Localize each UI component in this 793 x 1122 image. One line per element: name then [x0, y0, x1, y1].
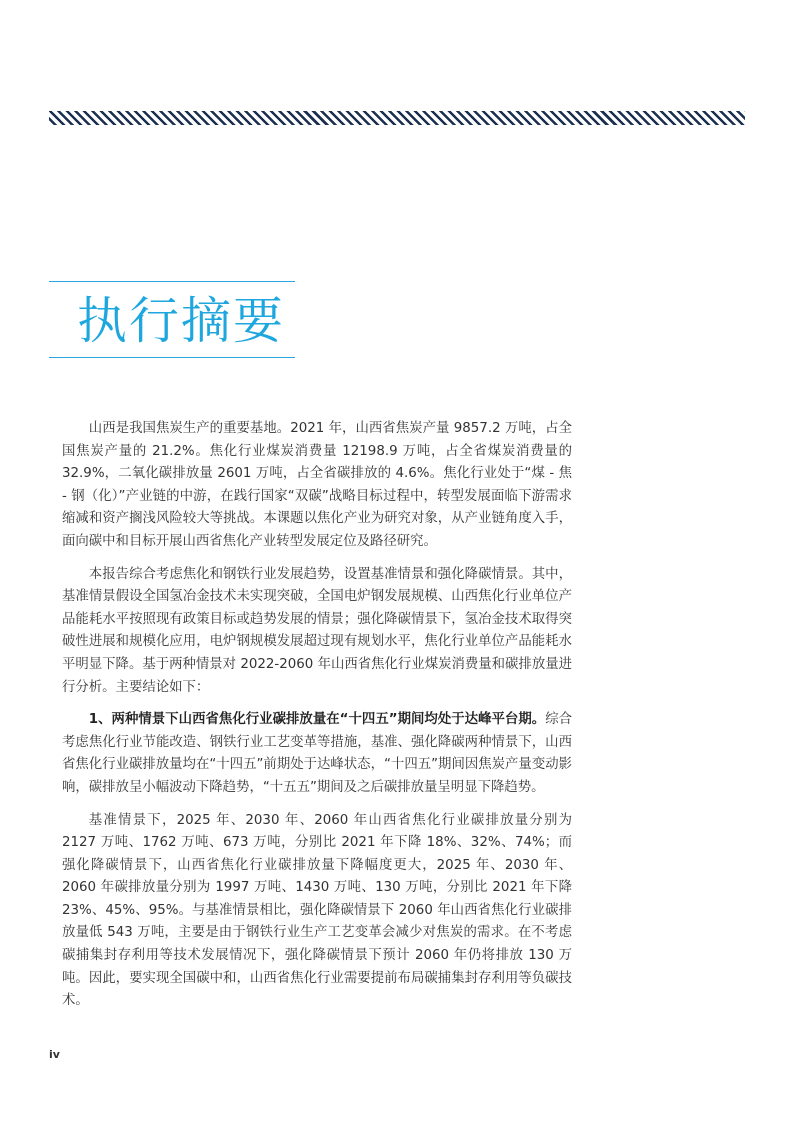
- finding-1-heading: 1、两种情景下山西省焦化行业碳排放量在“十四五”期间均处于达峰平台期。: [88, 712, 546, 728]
- body-text: [62, 418, 572, 1023]
- title-rule-bottom: [49, 357, 295, 358]
- page-number: iv: [49, 1048, 60, 1061]
- page-title: 执行摘要: [77, 292, 285, 350]
- paragraph-emissions: 基准情景下，2025 年、2030 年、2060 年山西省焦化行业碳排放量分别为 2127 万吨、1762 万吨、673 万吨，分别比 2021 年下降 18%、32%、74%；而强化降碳情景下，山西省焦化行业碳排放量下降幅度更大，2025 年、2030 年、2060 年碳排放量分别为 1997 万吨、1430 万吨、130 万吨，分别比 2021 年下降 23%、45%、95%。与基准情景相比，强化降碳情景下 2060 年山西省焦化行业碳排放量低 543 万吨，主要是由于钢铁行业生产工艺变革会减少对焦炭的需求。在不考虑碳捕集封存利用等技术发展情况下，强化降碳情景下预计 2060 年仍将排放 130 万吨。因此，要实现全国碳中和，山西省焦化行业需要提前布局碳捕集封存利用等负碳技术。: [62, 812, 572, 1009]
- finding-1-text: 综合考虑焦化行业节能改造、钢铁行业工艺变革等措施，基准、强化降碳两种情景下，山西省焦化行业碳排放量均在“十四五”前期处于达峰状态，“十四五”期间因焦炭产量变动影响，碳排放呈小幅波动下降趋势，“十五五”期间及之后碳排放量呈明显下降趋势。: [62, 712, 572, 795]
- paragraph-finding-1: [62, 709, 572, 799]
- decorative-hatch-band: [49, 111, 745, 125]
- paragraph-intro: 山西是我国焦炭生产的重要基地。2021 年，山西省焦炭产量 9857.2 万吨，占全国焦炭产量的 21.2%。焦化行业煤炭消费量 12198.9 万吨，占全省煤炭消费量的 32.9%，二氧化碳排放量 2601 万吨，占全省碳排放的 4.6%。焦化行业处于“煤 - 焦 - 钢（化）”产业链的中游，在践行国家“双碳”战略目标过程中，转型发展面临下游需求缩减和资产搁浅风险较大等挑战。本课题以焦化产业为研究对象，从产业链角度入手，面向碳中和目标开展山西省焦化产业转型发展定位及路径研究。: [62, 421, 572, 549]
- paragraph-scenarios: 本报告综合考虑焦化和钢铁行业发展趋势，设置基准情景和强化降碳情景。其中，基准情景假设全国氢冶金技术未实现突破，全国电炉钢发展规模、山西焦化行业单位产品能耗水平按照现有政策目标或趋势发展的情景；强化降碳情景下，氢冶金技术取得突破性进展和规模化应用，电炉钢规模发展超过现有规划水平，焦化行业单位产品能耗水平明显下降。基于两种情景对 2022-2060 年山西省焦化行业煤炭消费量和碳排放量进行分析。主要结论如下：: [62, 566, 572, 695]
- title-rule-top: [49, 281, 295, 282]
